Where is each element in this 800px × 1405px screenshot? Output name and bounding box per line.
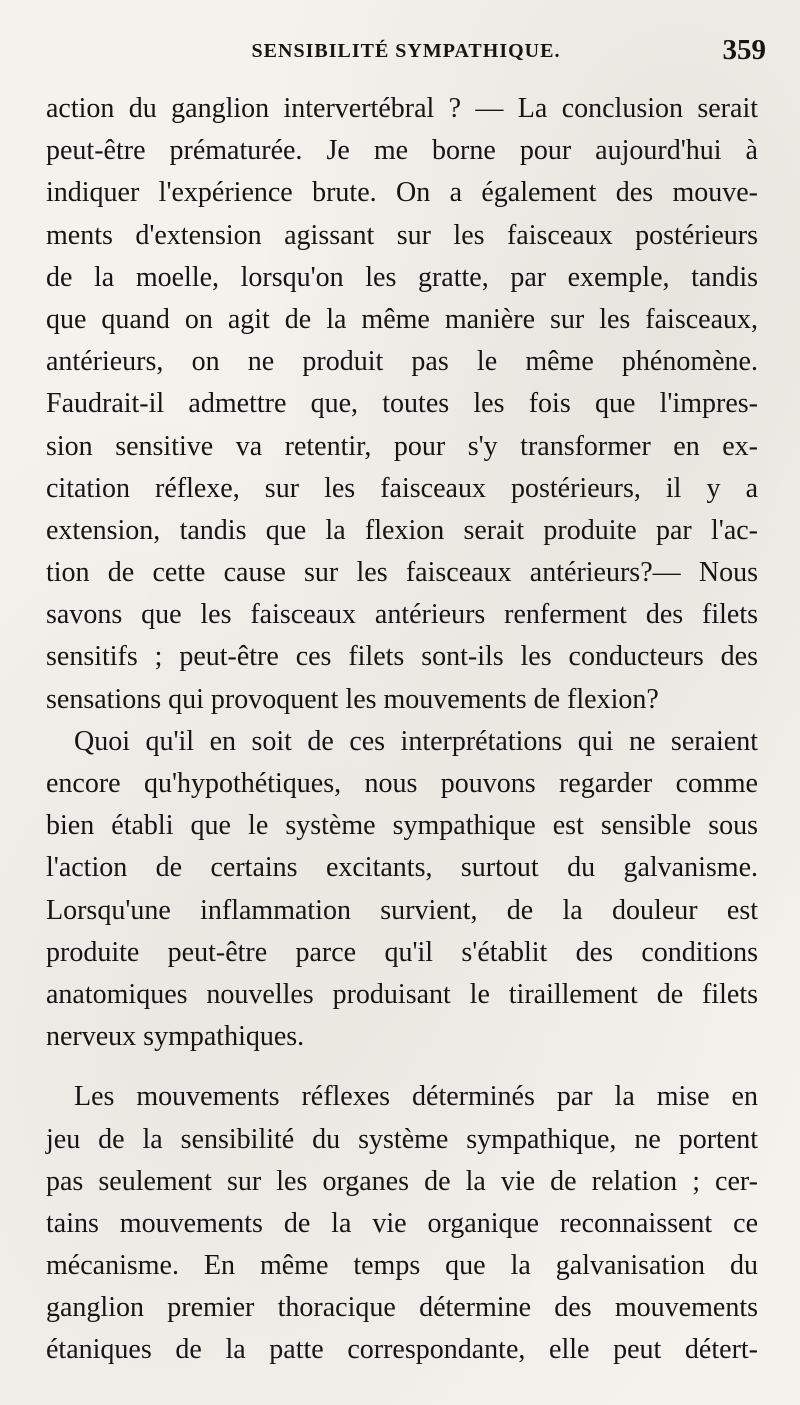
paragraph-2 bbox=[46, 721, 758, 1059]
text-line: anatomiques nouvelles produisant le tiraillement de filets bbox=[46, 978, 758, 1010]
text-line: l'action de certains excitants, surtout du galvanisme. bbox=[46, 852, 758, 884]
text-line: mécanisme. En même temps que la galvanisation du bbox=[46, 1250, 758, 1282]
text-line: étaniques de la patte correspondante, elle peut détert- bbox=[46, 1334, 758, 1366]
text-line: que quand on agit de la même manière sur les faisceaux, bbox=[46, 303, 758, 335]
page-header bbox=[44, 36, 768, 70]
text-line: Les mouvements réflexes déterminés par la mise en bbox=[74, 1081, 758, 1113]
text-line: action du ganglion intervertébral ? — La conclusion serait bbox=[46, 93, 758, 124]
text-line: tion de cette cause sur les faisceaux antérieurs?— Nous bbox=[46, 557, 758, 589]
text-line: bien établi que le système sympathique est sensible sous bbox=[46, 810, 758, 842]
text-line: encore qu'hypothétiques, nous pouvons regarder comme bbox=[46, 768, 758, 799]
text-line: produite peut-être parce qu'il s'établit des conditions bbox=[46, 936, 758, 968]
text-line: sensations qui provoquent les mouvements de flexion? bbox=[46, 683, 659, 715]
text-line: tains mouvements de la vie organique reconnaissent ce bbox=[46, 1207, 758, 1239]
text-line: de la moelle, lorsqu'on les gratte, par exemple, tandis bbox=[46, 261, 758, 293]
text-line: pas seulement sur les organes de la vie de relation ; cer- bbox=[46, 1165, 758, 1197]
text-line: savons que les faisceaux antérieurs renferment des filets bbox=[46, 599, 758, 631]
text-line: nerveux sympathiques. bbox=[46, 1021, 305, 1053]
text-line: sensitifs ; peut-être ces filets sont-ils les conducteurs des bbox=[46, 641, 758, 673]
body-text bbox=[46, 88, 758, 1372]
text-line: peut-être prématurée. Je me borne pour aujourd'hui à bbox=[46, 135, 758, 167]
text-line: sion sensitive va retentir, pour s'y transformer en ex- bbox=[46, 430, 758, 462]
text-line: antérieurs, on ne produit pas le même phénomène. bbox=[46, 346, 758, 378]
text-line: ganglion premier thoracique détermine des mouvements bbox=[46, 1292, 758, 1324]
text-line: citation réflexe, sur les faisceaux postérieurs, il y a bbox=[46, 472, 758, 504]
text-line: jeu de la sensibilité du système sympathique, ne portent bbox=[46, 1123, 758, 1155]
paragraph-1 bbox=[46, 88, 758, 721]
text-line: indiquer l'expérience brute. On a également des mouve- bbox=[46, 177, 758, 209]
text-line: extension, tandis que la flexion serait produite par l'ac- bbox=[46, 514, 758, 546]
running-title: SENSIBILITÉ SYMPATHIQUE. bbox=[251, 40, 561, 62]
paragraph-3 bbox=[46, 1076, 758, 1371]
text-line: Quoi qu'il en soit de ces interprétations qui ne seraient bbox=[74, 725, 758, 757]
text-line: Faudrait-il admettre que, toutes les fois que l'impres- bbox=[46, 388, 758, 420]
text-line: Lorsqu'une inflammation survient, de la douleur est bbox=[46, 894, 758, 926]
text-line: ments d'extension agissant sur les faisceaux postérieurs bbox=[46, 219, 758, 251]
page-number: 359 bbox=[722, 34, 766, 66]
